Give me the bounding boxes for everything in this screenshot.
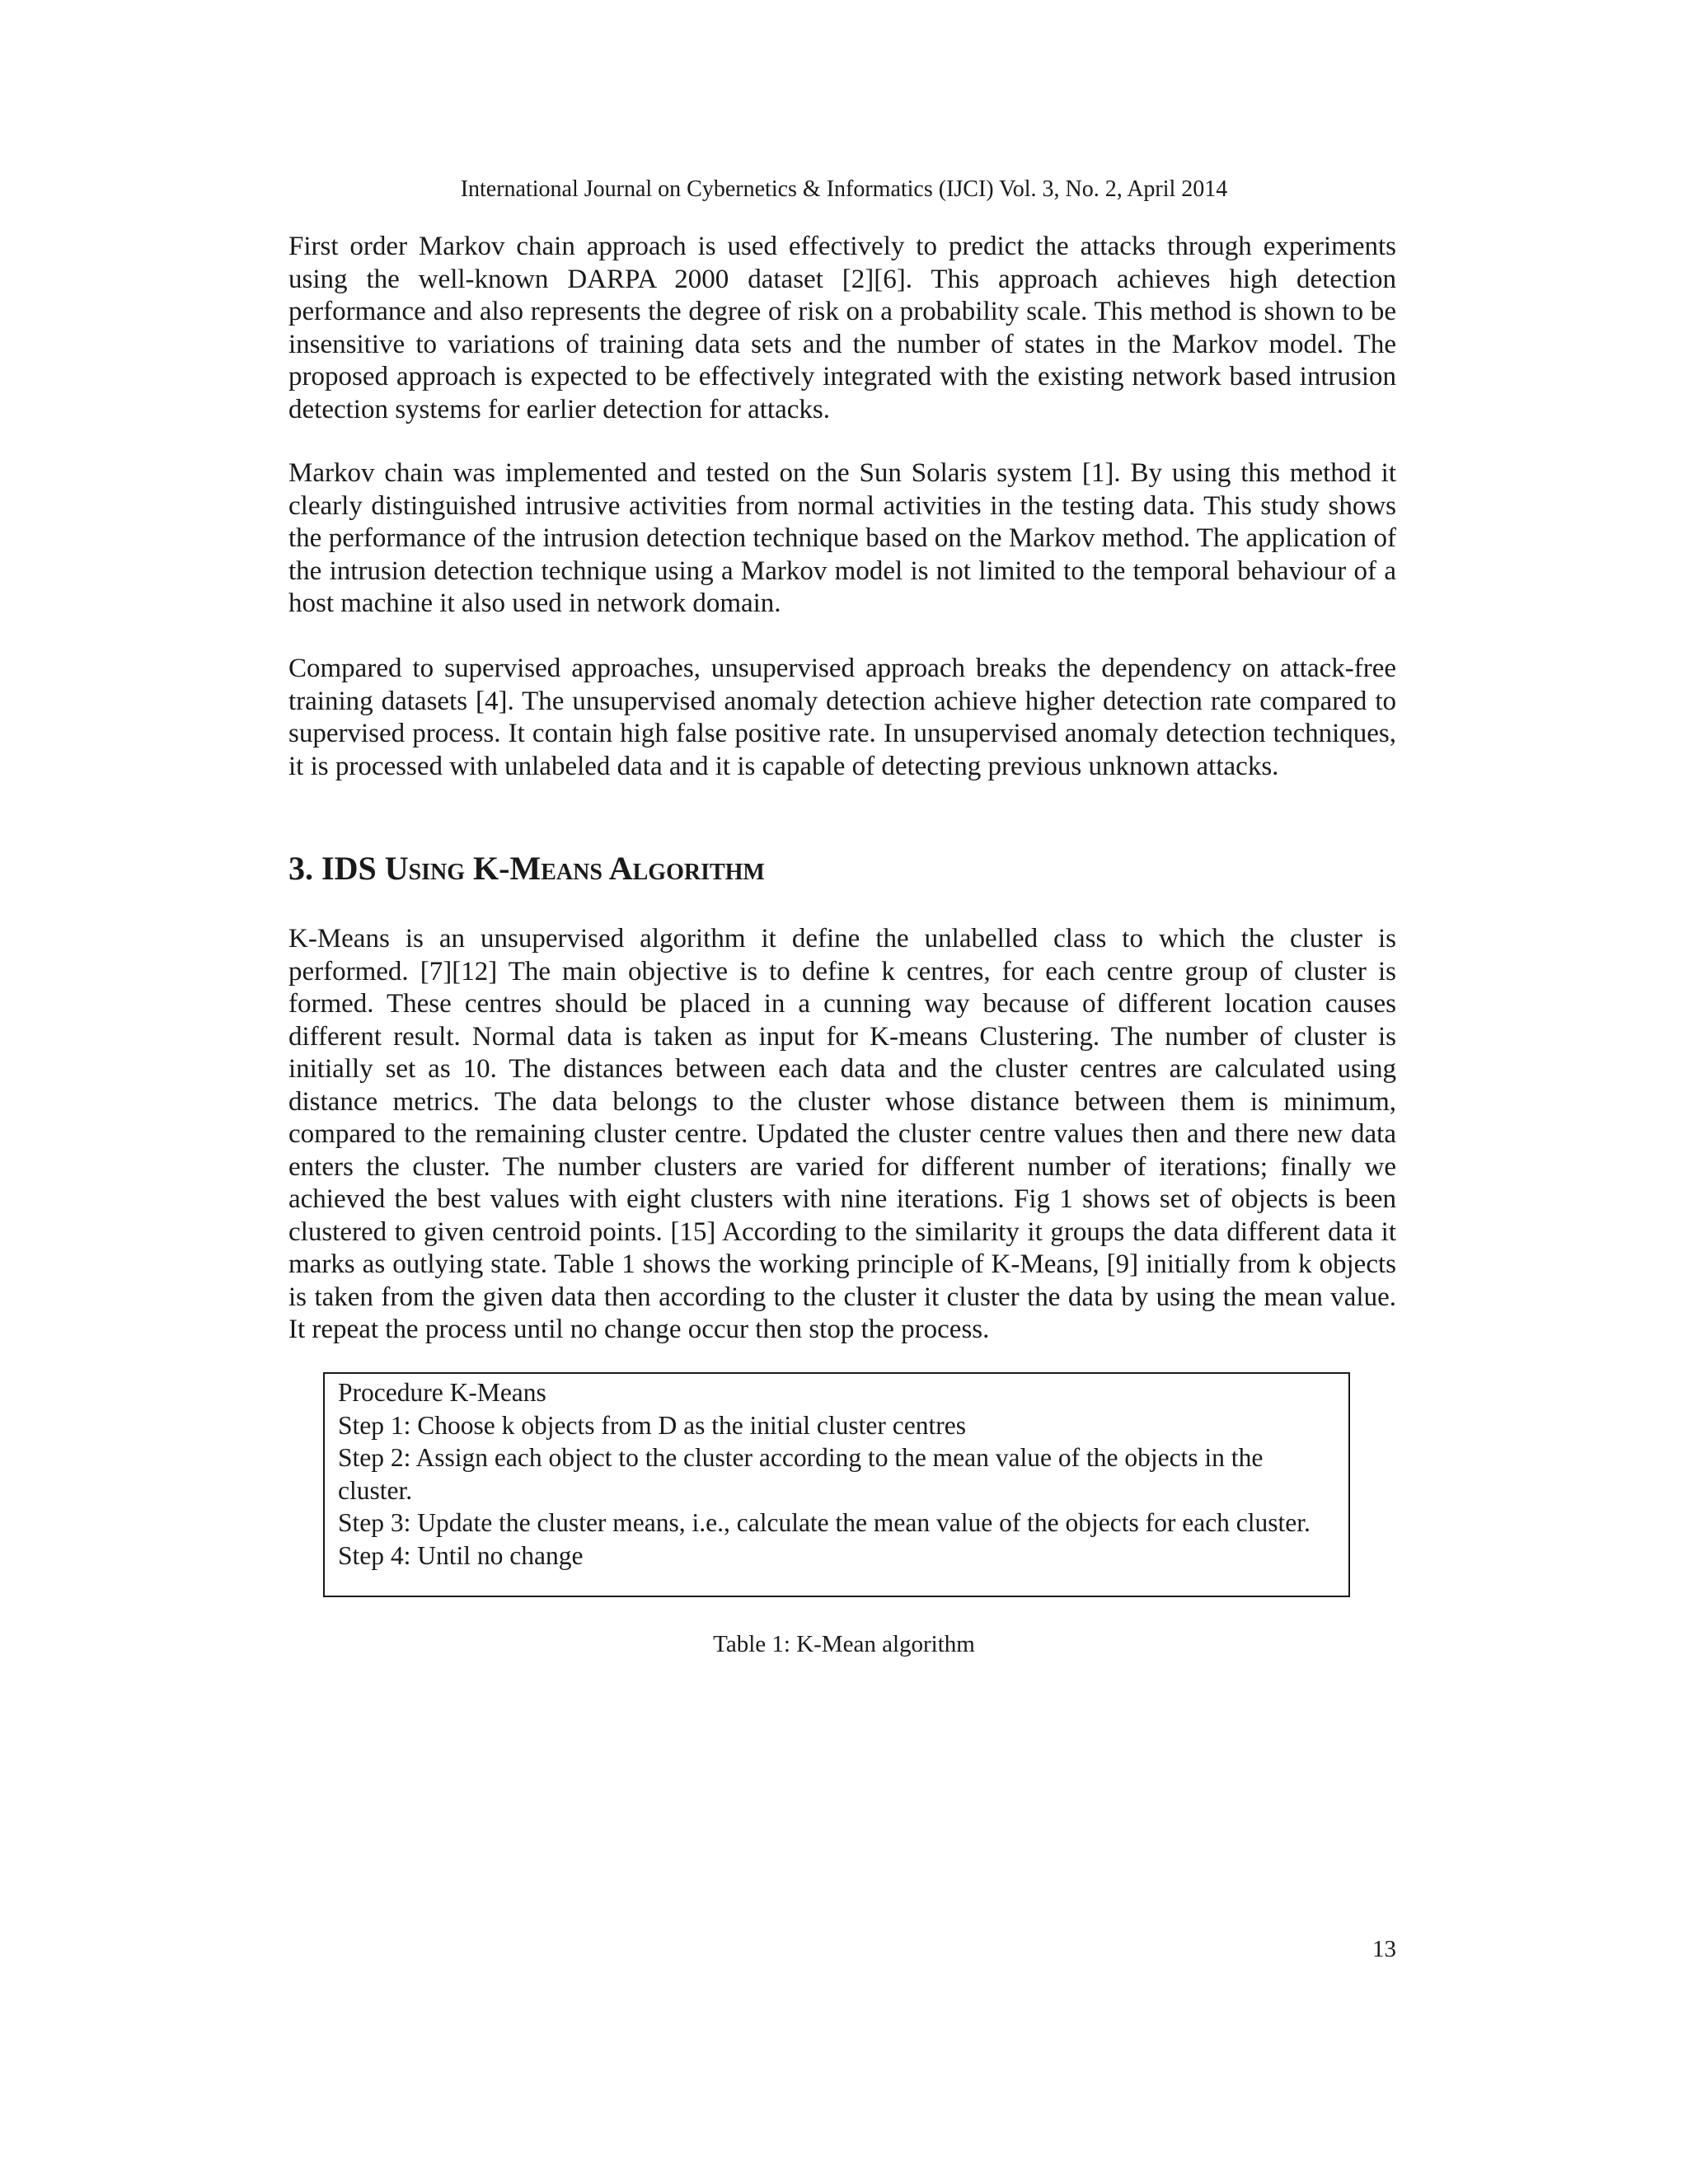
algorithm-step-1: Step 1: Choose k objects from D as the initial cluster centres (338, 1410, 966, 1440)
algorithm-table (323, 1372, 1350, 1597)
paragraph-markov-solaris: Markov chain was implemented and tested on the Sun Solaris system [1]. By using this method it clearly distinguished intrusive activities from normal activities in the testing data. This study shows the performance of the intrusion detection technique based on the Markov method. The application of the intrusion detection technique using a Markov model is not limited to the temporal behaviour of a host machine it also used in network domain. (288, 458, 1396, 618)
algorithm-title: Procedure K-Means (338, 1378, 546, 1407)
running-header: International Journal on Cybernetics & Informatics (IJCI) Vol. 3, No. 2, April 2014 (460, 176, 1228, 202)
algorithm-step-4: Step 4: Until no change (338, 1540, 584, 1570)
algorithm-step-2: Step 2: Assign each object to the cluster according to the mean value of the objects in the cluster. (338, 1443, 1264, 1505)
paragraph-unsupervised: Compared to supervised approaches, unsupervised approach breaks the dependency on attack-free training datasets [4]. The unsupervised anomaly detection achieve higher detection rate compared to supervised process. It contain high false positive rate. In unsupervised anomaly detection techniques, it is processed with unlabeled data and it is capable of detecting previous unknown attacks. (288, 654, 1396, 781)
paragraph-kmeans: K-Means is an unsupervised algorithm it define the unlabelled class to which the cluster is performed. [7][12] The main objective is to define k centres, for each centre group of cluster is formed. These centres should be placed in a cunning way because of different location causes different result. Normal data is taken as input for K-means Clustering. The number of cluster is initially set as 10. The distances between each data and the cluster centres are calculated using distance metrics. The data belongs to the cluster whose distance between them is minimum, compared to the remaining cluster centre. Updated the cluster centre values then and there new data enters the cluster. The number clusters are varied for different number of iterations; finally we achieved the best values with eight clusters with nine iterations. Fig 1 shows set of objects is been clustered to given centroid points. [15] According to the similarity it groups the data different data it marks as outlying state. Table 1 shows the working principle of K-Means, [9] initially from k objects is taken from the given data then according to the cluster it cluster the data by using the mean value. It repeat the process until no change occur then stop the process. (288, 924, 1396, 1344)
section-title: IDS Using K-Means Algorithm (321, 850, 765, 887)
paragraph-markov-darpa: First order Markov chain approach is used effectively to predict the attacks through experiments using the well-known DARPA 2000 dataset [2][6]. This approach achieves high detection performance and also represents the degree of risk on a probability scale. This method is shown to be insensitive to variations of training data sets and the number of states in the Markov model. The proposed approach is expected to be effectively integrated with the existing network based intrusion detection systems for earlier detection for attacks. (288, 232, 1396, 424)
section-heading (288, 849, 765, 888)
table-caption: Table 1: K-Mean algorithm (713, 1631, 975, 1657)
page-number: 13 (1372, 1936, 1396, 1962)
section-number: 3. (288, 850, 313, 887)
algorithm-step-3: Step 3: Update the cluster means, i.e., calculate the mean value of the objects for each cluster. (338, 1508, 1311, 1537)
